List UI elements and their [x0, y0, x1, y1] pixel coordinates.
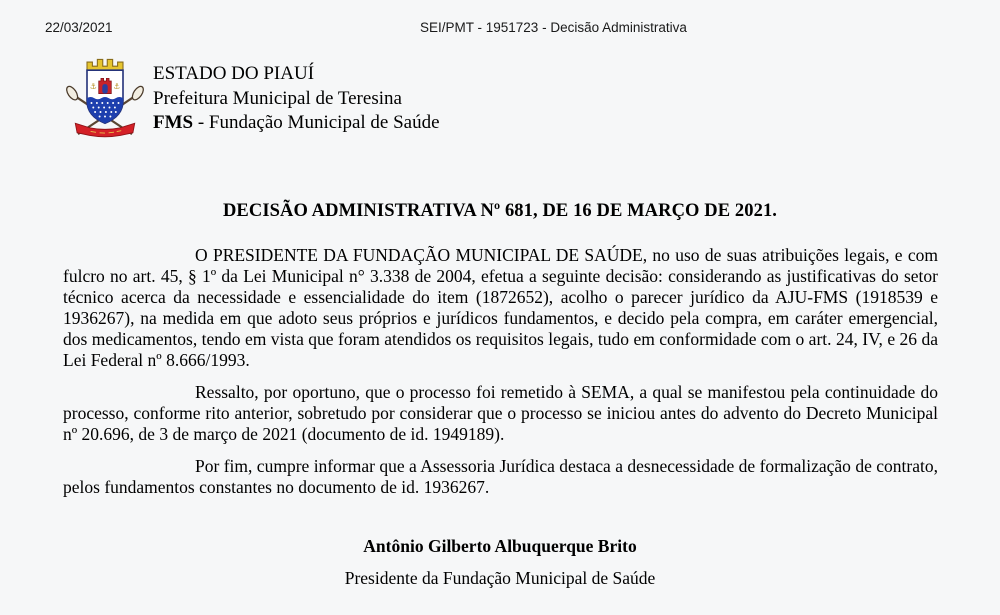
document-title: DECISÃO ADMINISTRATIVA Nº 681, DE 16 DE MARÇO DE 2021.: [222, 201, 778, 221]
paragraph-decision: O PRESIDENTE DA FUNDAÇÃO MUNICIPAL DE SAÚDE, no uso de suas atribuições legais, e com fulcro no art. 45, § 1º da Lei Municipal n° 3.338 de 2004, efetua a seguinte decisão: considerando as justificativas do setor técnico acerca da necessidade e essencialidade do item (1872652), acolho o parecer jurídico da AJU-FMS (1918539 e 1936267), na medida em que adoto seus próprios e jurídicos fundamentos, e decido pela compra, em caráter emergencial, dos medicamentos, tendo em vista que foram atendidos os requisitos legais, tudo em conformidade com o art. 24, IV, e 26 da Lei Federal nº 8.666/1993.: [63, 245, 938, 370]
letterhead-org-abbr: FMS: [153, 112, 194, 134]
print-document-reference: SEI/PMT - 1951723 - Decisão Administrativa: [420, 20, 687, 35]
ribbon-banner: [75, 123, 134, 137]
print-date: 22/03/2021: [45, 20, 113, 35]
letterhead-state: ESTADO DO PIAUÍ: [153, 63, 315, 85]
letterhead-organization: [153, 111, 440, 136]
letterhead-municipality: Prefeitura Municipal de Teresina: [153, 87, 402, 109]
paragraph-sema-note: Ressalto, por oportuno, que o processo foi remetido à SEMA, a qual se manifestou pela continuidade do processo, conforme rito anterior, sobretudo por considerar que o processo se iniciou antes do advento do Decreto Municipal nº 20.696, de 3 de março de 2021 (documento de id. 1949189).: [63, 382, 938, 444]
teresina-coat-of-arms-logo: [60, 54, 150, 144]
letterhead: [60, 54, 440, 144]
signature-role: Presidente da Fundação Municipal de Saúde: [344, 568, 656, 588]
signature-name: Antônio Gilberto Albuquerque Brito: [363, 536, 637, 556]
anchor-icon: ⚓: [89, 81, 97, 92]
anchor-icon: ⚓: [113, 81, 121, 92]
paragraph-contract-note: Por fim, cumpre informar que a Assessoria Jurídica destaca a desnecessidade de formalização de contrato, pelos fundamentos constantes no documento de id. 1936267.: [63, 456, 938, 497]
signature-block: [0, 536, 1000, 589]
document-body: [63, 245, 938, 509]
letterhead-text: [153, 62, 440, 136]
letterhead-org-name: - Fundação Municipal de Saúde: [193, 112, 440, 134]
